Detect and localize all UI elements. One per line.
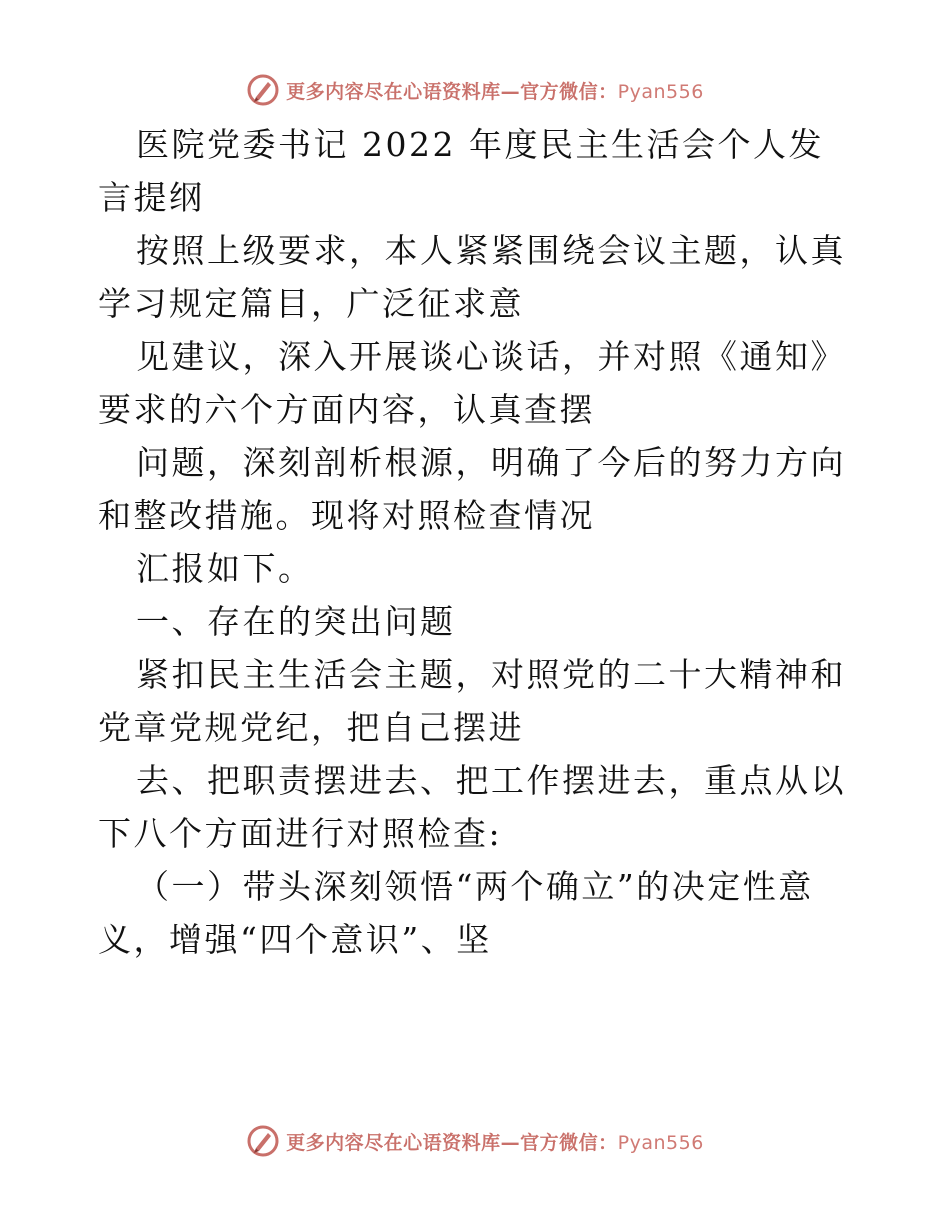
section-heading: 一、存在的突出问题	[136, 602, 456, 641]
paragraph: 去、把职责摆进去、把工作摆进去，重点从以下八个方面进行对照检查:	[98, 761, 846, 853]
wechat-id: Pyan556	[617, 1131, 704, 1154]
document-body	[98, 118, 850, 966]
pen-logo-icon	[246, 1124, 280, 1158]
watermark-text	[286, 1128, 704, 1155]
site-name: 更多内容尽在心语资料库—官方微信：	[286, 1131, 618, 1154]
paragraph: 问题，深刻剖析根源，明确了今后的努力方向和整改措施。现将对照检查情况	[98, 443, 846, 535]
paragraph: 按照上级要求，本人紧紧围绕会议主题，认真学习规定篇目，广泛征求意	[98, 231, 846, 323]
paragraph: 汇报如下。	[136, 549, 314, 588]
document-title: 医院党委书记 2022 年度民主生活会个人发言提纲	[98, 125, 824, 217]
footer-watermark-banner	[0, 1121, 950, 1161]
site-name: 更多内容尽在心语资料库—官方微信：	[286, 80, 618, 103]
paragraph: 紧扣民主生活会主题，对照党的二十大精神和党章党规党纪，把自己摆进	[98, 655, 846, 747]
wechat-id: Pyan556	[617, 80, 704, 103]
header-watermark-banner	[0, 70, 950, 110]
pen-logo-icon	[246, 73, 280, 107]
subsection-heading: （一）带头深刻领悟“两个确立”的决定性意义，增强“四个意识”、坚	[98, 867, 814, 959]
paragraph: 见建议，深入开展谈心谈话，并对照《通知》要求的六个方面内容，认真查摆	[98, 337, 846, 429]
watermark-text	[286, 77, 704, 104]
